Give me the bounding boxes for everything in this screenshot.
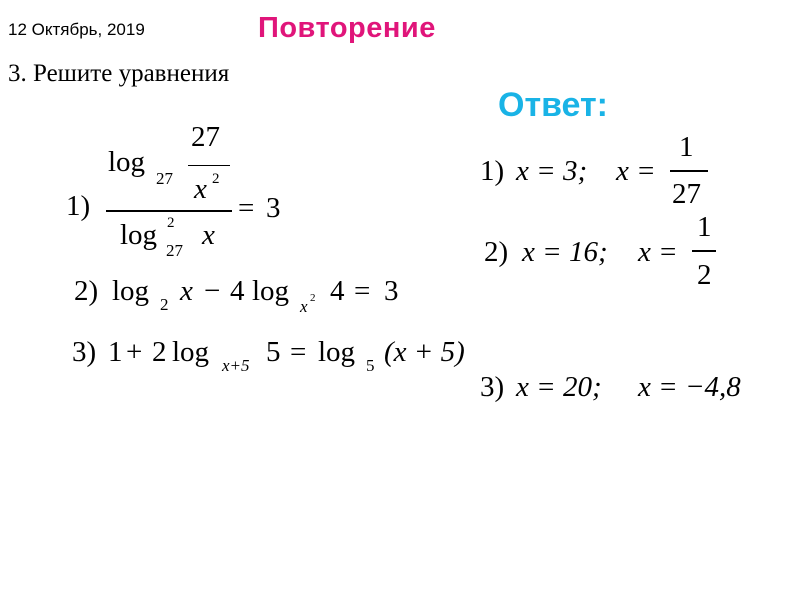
eq1-den-var: x bbox=[202, 219, 215, 251]
a1-label: 1) bbox=[480, 155, 505, 187]
eq1-main-fraction-bar bbox=[106, 210, 232, 212]
a3-label: 3) bbox=[480, 371, 505, 403]
eq1-label: 1) bbox=[66, 190, 91, 222]
eq2-equals: = bbox=[354, 275, 371, 307]
eq3-log1: log bbox=[172, 336, 210, 368]
date-label: 12 Октябрь, 2019 bbox=[8, 20, 145, 39]
a3-x2: x = −4,8 bbox=[638, 371, 741, 403]
eq1-inner-num: 27 bbox=[191, 121, 220, 153]
eq2-base2-var: x bbox=[300, 297, 308, 316]
eq3-one: 1 bbox=[108, 336, 123, 368]
eq2-arg2: 4 bbox=[330, 275, 345, 307]
eq1-rhs: 3 bbox=[266, 192, 281, 224]
eq3-equals: = bbox=[290, 336, 307, 368]
eq1-inner-den-var: x bbox=[194, 173, 207, 205]
a2-x2-lhs: x = bbox=[638, 236, 678, 268]
eq2-base1: 2 bbox=[160, 295, 169, 314]
slide-title: Повторение bbox=[258, 12, 436, 44]
a2-label: 2) bbox=[484, 236, 509, 268]
eq2-minus: − bbox=[204, 275, 221, 307]
a2-x1: x = 16; bbox=[522, 236, 608, 268]
a3-x1: x = 20; bbox=[516, 371, 602, 403]
eq1-den-exp: 2 bbox=[167, 215, 175, 231]
eq3-arg2: (x + 5) bbox=[384, 336, 465, 368]
eq2-var: x bbox=[180, 275, 193, 307]
eq2-base2-exp: 2 bbox=[310, 292, 316, 304]
a2-den: 2 bbox=[697, 259, 712, 291]
eq3-base1: x+5 bbox=[222, 356, 250, 375]
eq1-inner-fraction-bar bbox=[188, 165, 230, 166]
a2-fraction-bar bbox=[692, 250, 716, 252]
eq1-num-base: 27 bbox=[156, 169, 173, 188]
eq2-label: 2) bbox=[74, 275, 99, 307]
eq2-log2: log bbox=[252, 275, 290, 307]
eq2-coef: 4 bbox=[230, 275, 245, 307]
a2-num: 1 bbox=[697, 211, 712, 243]
task-heading: 3. Решите уравнения bbox=[8, 60, 230, 87]
eq1-num-log: log bbox=[108, 146, 146, 178]
eq1-den-base: 27 bbox=[166, 241, 183, 260]
eq2-rhs: 3 bbox=[384, 275, 399, 307]
eq1-equals: = bbox=[238, 192, 255, 224]
eq3-coef: 2 bbox=[152, 336, 167, 368]
eq1-den-log: log bbox=[120, 219, 158, 251]
eq3-plus: + bbox=[126, 336, 143, 368]
eq1-inner-den-exp: 2 bbox=[212, 171, 220, 187]
eq3-label: 3) bbox=[72, 336, 97, 368]
a1-fraction-bar bbox=[670, 170, 708, 172]
a1-x2-lhs: x = bbox=[616, 155, 656, 187]
eq3-arg1: 5 bbox=[266, 336, 281, 368]
a1-x1: x = 3; bbox=[516, 155, 588, 187]
eq2-log1: log bbox=[112, 275, 150, 307]
eq3-base2: 5 bbox=[366, 356, 375, 375]
a1-den: 27 bbox=[672, 178, 701, 210]
a1-num: 1 bbox=[679, 131, 694, 163]
answer-heading: Ответ: bbox=[498, 86, 608, 124]
eq3-log2: log bbox=[318, 336, 356, 368]
